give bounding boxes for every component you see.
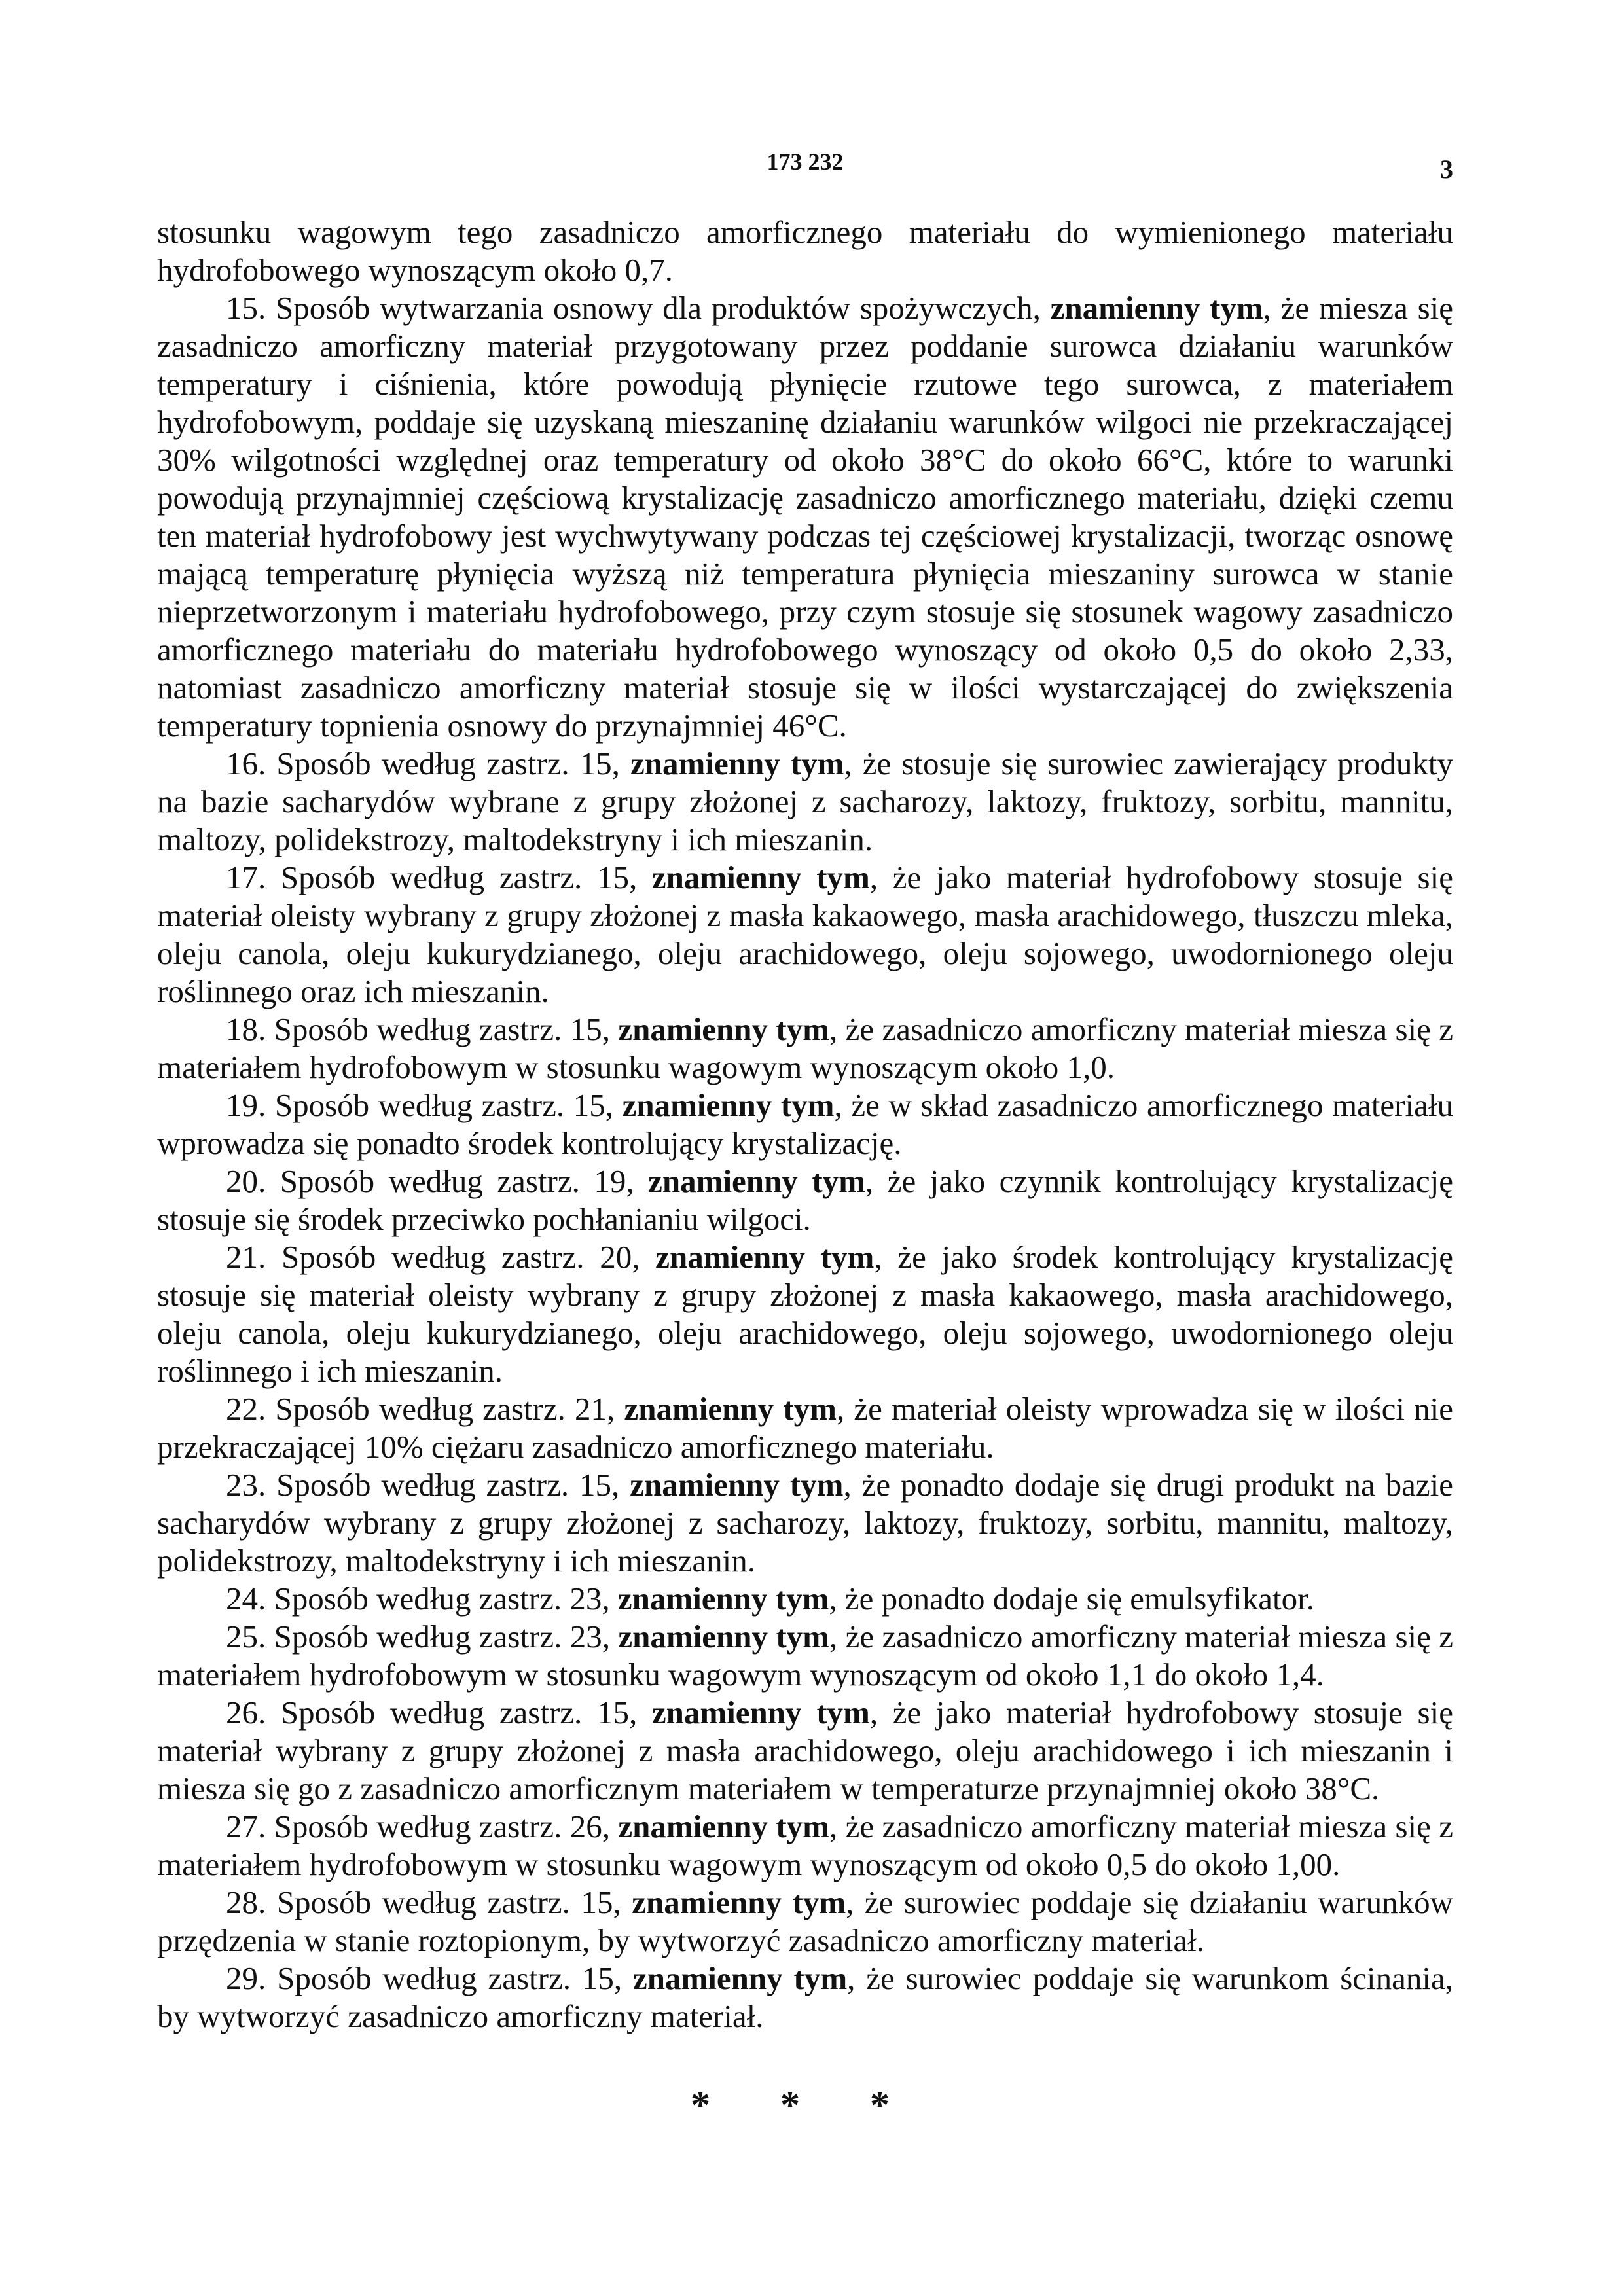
claim-lead: 21. Sposób według zastrz. 20, [226, 1239, 656, 1275]
claim-paragraph [157, 1466, 1453, 1580]
claim-keyword: znamienny tym [630, 1467, 844, 1503]
claim-keyword: znamienny tym [618, 1011, 829, 1047]
claim-paragraph [157, 745, 1453, 859]
claim-rest: , że ponadto dodaje się emulsyfikator. [829, 1581, 1315, 1617]
claim-lead: 27. Sposób według zastrz. 26, [226, 1808, 619, 1844]
claim-paragraph [157, 859, 1453, 1011]
document-number: 173 232 [767, 149, 844, 175]
claim-paragraph [157, 1960, 1453, 2036]
claim-continuation: stosunku wagowym tego zasadniczo amorficznego materiału do wymienionego materiału hydrofobowego wynoszącym około 0,7. [157, 214, 1453, 288]
claim-rest: , że materiał oleisty wprowadza się w ilości nie przekraczającej 10% ciężaru zasadniczo amorficznego materiału. [157, 1391, 1453, 1465]
claim-keyword: znamienny tym [1050, 290, 1263, 326]
claim-lead: 15. Sposób wytwarzania osnowy dla produktów spożywczych, [226, 290, 1051, 326]
claim-lead: 22. Sposób według zastrz. 21, [226, 1391, 624, 1427]
claim-rest: , że jako czynnik kontrolujący krystalizację stosuje się środek przeciwko pochłanianiu wilgoci. [157, 1163, 1453, 1237]
claim-keyword: znamienny tym [651, 1695, 870, 1731]
claim-lead: 20. Sposób według zastrz. 19, [226, 1163, 649, 1199]
claim-rest: , że miesza się zasadniczo amorficzny materiał przygotowany przez poddanie surowca działaniu warunków temperatury i ciśnienia, które powodują płynięcie rzutowe tego surowca, z materiałem hydrofobowym, poddaje się uzyskaną mieszaninę działaniu warunków wilgoci nie przekraczającej 30% wilgotności względnej oraz temperatury od około 38°C do około 66°C, które to warunki powodują przynajmniej częściową krystalizację zasadniczo amorficznego materiału, dzięki czemu ten materiał hydrofobowy jest wychwytywany podczas tej częściowej krystalizacji, tworząc osnowę mającą temperaturę płynięcia wyższą niż temperatura płynięcia mieszaniny surowca w stanie nieprzetworzonym i materiału hydrofobowego, przy czym stosuje się stosunek wagowy zasadniczo amorficznego materiału do materiału hydrofobowego wynoszący od około 0,5 do około 2,33, natomiast zasadniczo amorficzny materiał stosuje się w ilości wystarczającej do zwiększenia temperatury topnienia osnowy do przynajmniej 46°C. [157, 290, 1453, 744]
claim-keyword: znamienny tym [632, 1884, 846, 1920]
claim-paragraph [157, 289, 1453, 745]
claim-rest: , że jako środek kontrolujący krystalizację stosuje się materiał oleisty wybrany z grupy złożonej z masła kakaowego, masła arachidowego, oleju canola, oleju kukurydzianego, oleju arachidowego, oleju sojowego, uwodornionego oleju roślinnego i ich mieszanin. [157, 1239, 1453, 1389]
claim-keyword: znamienny tym [624, 1391, 837, 1427]
claim-keyword: znamienny tym [651, 859, 870, 895]
claim-lead: 17. Sposób według zastrz. 15, [226, 859, 652, 895]
claim-lead: 16. Sposób według zastrz. 15, [226, 745, 631, 781]
claim-keyword: znamienny tym [618, 1619, 829, 1655]
claim-rest: , że ponadto dodaje się drugi produkt na bazie sacharydów wybrany z grupy złożonej z sacharozy, laktozy, fruktozy, sorbitu, mannitu, maltozy, polidekstrozy, maltodekstryny i ich mieszanin. [157, 1467, 1453, 1579]
claim-paragraph [157, 1238, 1453, 1390]
claim-rest: , że zasadniczo amorficzny materiał miesza się z materiałem hydrofobowym w stosunku wagowym wynoszącym od około 1,1 do około 1,4. [157, 1619, 1453, 1693]
claim-keyword: znamienny tym [618, 1808, 829, 1844]
claim-rest: , że w skład zasadniczo amorficznego materiału wprowadza się ponadto środek kontrolujący krystalizację. [157, 1087, 1453, 1161]
claim-keyword: znamienny tym [648, 1163, 865, 1199]
claim-keyword: znamienny tym [622, 1087, 835, 1123]
claim-rest: , że surowiec poddaje się warunkom ścinania, by wytworzyć zasadniczo amorficzny materiał. [157, 1960, 1453, 2034]
claim-lead: 23. Sposób według zastrz. 15, [226, 1467, 630, 1503]
claim-rest: , że zasadniczo amorficzny materiał miesza się z materiałem hydrofobowym w stosunku wagowym wynoszącym około 1,0. [157, 1011, 1453, 1085]
claim-paragraph [157, 1580, 1453, 1618]
claim-lead: 26. Sposób według zastrz. 15, [226, 1695, 652, 1731]
claim-rest: , że zasadniczo amorficzny materiał miesza się z materiałem hydrofobowym w stosunku wagowym wynoszącym od około 0,5 do około 1,00. [157, 1808, 1453, 1882]
claim-paragraph [157, 1808, 1453, 1884]
claim-keyword: znamienny tym [630, 745, 844, 781]
claim-paragraph [157, 1694, 1453, 1808]
claim-rest: , że jako materiał hydrofobowy stosuje się materiał oleisty wybrany z grupy złożonej z masła kakaowego, masła arachidowego, tłuszczu mleka, oleju canola, oleju kukurydzianego, oleju arachidowego, oleju sojowego, uwodornionego oleju roślinnego oraz ich mieszanin. [157, 859, 1453, 1009]
claims-text [157, 213, 1453, 2036]
claim-keyword: znamienny tym [617, 1581, 829, 1617]
claim-lead: 25. Sposób według zastrz. 23, [226, 1619, 619, 1655]
claims-list [157, 289, 1453, 2036]
claim-paragraph [157, 1162, 1453, 1238]
page-header [157, 145, 1453, 185]
claim-paragraph [157, 1618, 1453, 1694]
claim-lead: 24. Sposób według zastrz. 23, [226, 1581, 618, 1617]
claim-paragraph [157, 1884, 1453, 1960]
claim-paragraph [157, 1086, 1453, 1162]
claim-rest: , że surowiec poddaje się działaniu warunków przędzenia w stanie roztopionym, by wytworzyć zasadniczo amorficzny materiał. [157, 1884, 1453, 1958]
claim-rest: , że jako materiał hydrofobowy stosuje się materiał wybrany z grupy złożonej z masła arachidowego, oleju arachidowego i ich mieszanin i miesza się go z zasadniczo amorficznym materiałem w temperaturze przynajmniej około 38°C. [157, 1695, 1453, 1806]
claim-paragraph [157, 1011, 1453, 1086]
claim-paragraph [157, 1390, 1453, 1466]
page-number: 3 [1440, 154, 1453, 184]
claim-keyword: znamienny tym [655, 1239, 875, 1275]
claim-lead: 18. Sposób według zastrz. 15, [226, 1011, 619, 1047]
claim-lead: 28. Sposób według zastrz. 15, [226, 1884, 632, 1920]
claim-lead: 29. Sposób według zastrz. 15, [226, 1960, 633, 1996]
claim-keyword: znamienny tym [632, 1960, 848, 1996]
claim-lead: 19. Sposób według zastrz. 15, [226, 1087, 623, 1123]
claim-rest: , że stosuje się surowiec zawierający produkty na bazie sacharydów wybrane z grupy złożonej z sacharozy, laktozy, fruktozy, sorbitu, mannitu, maltozy, polidekstrozy, maltodekstryny i ich mieszanin. [157, 745, 1453, 857]
end-mark: * * * [691, 2083, 920, 2126]
